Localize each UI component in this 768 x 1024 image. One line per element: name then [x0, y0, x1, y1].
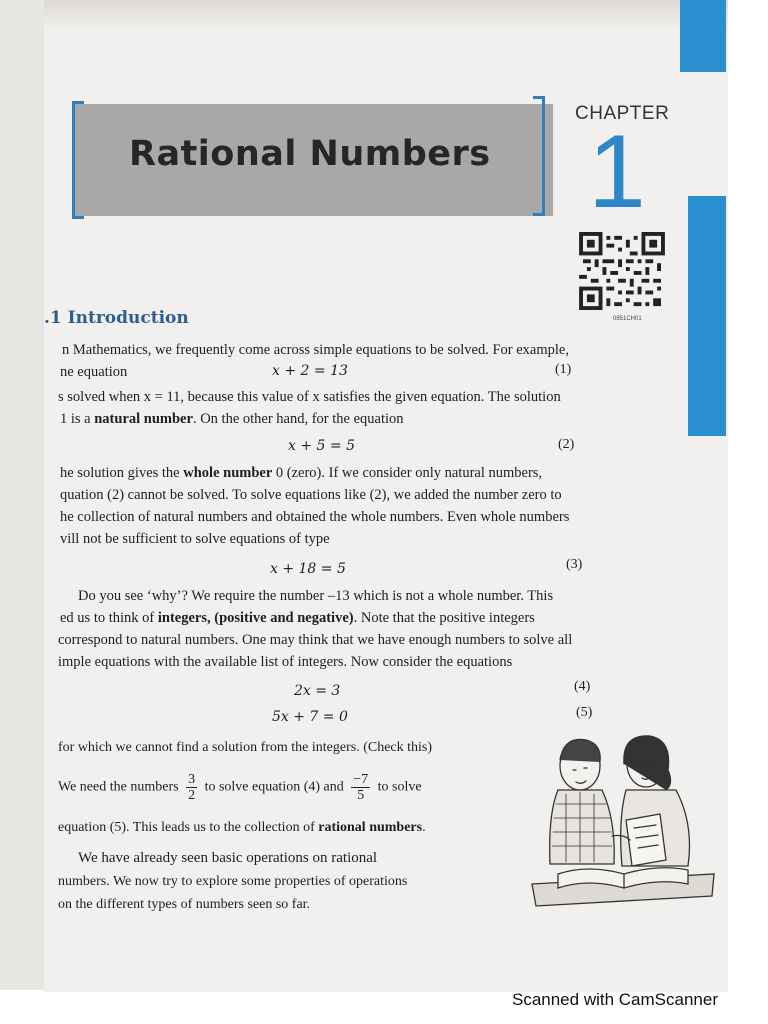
text-span: to solve equation (4) and: [204, 779, 344, 795]
equation-number: (1): [555, 362, 572, 377]
fraction-denominator: 5: [357, 788, 365, 803]
equation-number: (2): [558, 437, 575, 452]
chapter-label: CHAPTER: [575, 103, 670, 124]
text-line: [60, 411, 404, 428]
text-line: he collection of natural numbers and obtained the whole numbers. Even whole numbers: [60, 509, 570, 525]
fraction-minus-seven-fifths: [351, 772, 370, 803]
title-bracket-bottom: [72, 216, 84, 219]
equation-4: 2x = 3: [294, 683, 341, 699]
page-shadow: [44, 0, 728, 30]
equation-number: (4): [574, 679, 591, 694]
fraction-numerator: 3: [188, 772, 196, 787]
bold-term: natural number: [94, 411, 193, 427]
text-span: 1 is a: [60, 411, 95, 427]
text-line: numbers. We now try to explore some properties of operations: [58, 874, 408, 889]
bold-term: integers, (positive and negative): [157, 610, 354, 626]
text-span: We need the numbers: [58, 779, 179, 795]
students-illustration: [528, 724, 718, 914]
qr-code-label: 0851CH01: [613, 316, 642, 322]
title-right-bracket: [542, 96, 545, 216]
text-line: correspond to natural numbers. One may think that we have enough numbers to solve all: [58, 632, 573, 648]
text-line: vill not be sufficient to solve equations of type: [60, 531, 330, 547]
text-line: imple equations with the available list of integers. Now consider the equations: [58, 654, 513, 670]
text-span: . On the other hand, for the equation: [192, 411, 404, 427]
text-line: quation (2) cannot be solved. To solve equations like (2), we added the number zero to: [60, 487, 562, 503]
equation-number: (5): [576, 705, 593, 720]
text-line: [58, 820, 426, 836]
fraction-three-halves: [186, 772, 197, 803]
bold-term: rational numbers: [318, 820, 423, 835]
bracket-top-right: [533, 96, 545, 99]
text-span: he solution gives the: [60, 465, 184, 481]
chapter-number: 1: [588, 114, 646, 230]
bracket-bottom-right: [533, 213, 545, 216]
text-line: [60, 610, 535, 627]
equation-number: (3): [566, 557, 583, 572]
title-bracket-top: [72, 101, 84, 104]
fraction-denominator: 2: [188, 788, 196, 803]
text-line: [60, 465, 542, 482]
fraction-numerator: −7: [353, 772, 369, 787]
text-span: to solve: [377, 779, 422, 795]
text-line: on the different types of numbers seen so far.: [58, 897, 311, 912]
section-heading: .1 Introduction: [44, 308, 189, 328]
chapter-title: Rational Numbers: [129, 134, 491, 174]
text-line: n Mathematics, we frequently come across simple equations to be solved. For example,: [62, 342, 569, 358]
qr-code-icon: [578, 232, 666, 310]
text-span: ed us to think of: [60, 610, 158, 626]
text-span: .: [422, 820, 426, 835]
background-left: [0, 0, 44, 990]
text-line: ne equation: [60, 364, 128, 380]
equation-3: x + 18 = 5: [270, 561, 346, 577]
text-span: . Note that the positive integers: [353, 610, 535, 626]
equation-5: 5x + 7 = 0: [272, 709, 348, 725]
text-line: for which we cannot find a solution from the integers. (Check this): [58, 740, 433, 755]
text-span: 0 (zero). If we consider only natural numbers,: [272, 465, 543, 481]
scanner-watermark: Scanned with CamScanner: [511, 990, 718, 1009]
chapter-title-band: [72, 104, 553, 216]
text-line: s solved when x = 11, because this value of x satisfies the given equation. The solution: [58, 389, 561, 405]
blue-margin-strip-bottom: [688, 196, 726, 436]
equation-2: x + 5 = 5: [288, 438, 355, 454]
text-line: Do you see ‘why’? We require the number –13 which is not a whole number. This: [78, 588, 554, 604]
text-line-fractions: [58, 772, 422, 803]
text-span: equation (5). This leads us to the collection of: [58, 820, 319, 835]
bold-term: whole number: [183, 465, 273, 481]
text-line: We have already seen basic operations on rational: [78, 850, 378, 866]
equation-1: x + 2 = 13: [272, 363, 348, 379]
blue-margin-strip-top: [680, 0, 726, 72]
